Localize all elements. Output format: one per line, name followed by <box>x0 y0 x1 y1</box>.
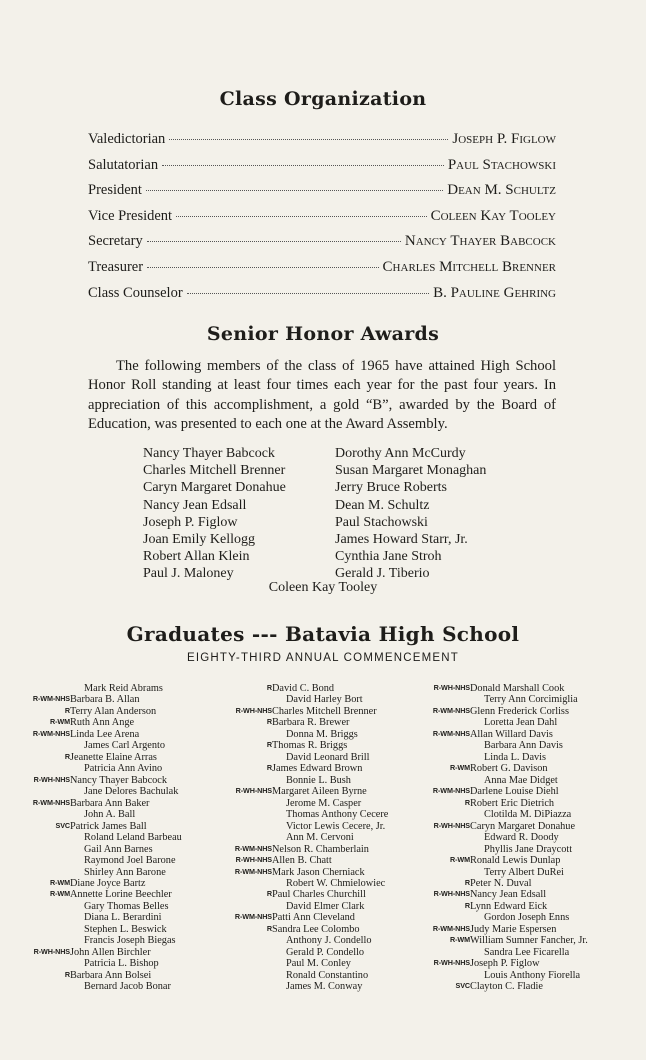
honor-designation: R-WH-NHS <box>235 855 272 865</box>
graduate-entry <box>32 728 182 740</box>
graduate-name: Peter N. Duval <box>470 877 532 889</box>
graduate-name: Donna M. Briggs <box>286 728 358 740</box>
graduate-entry <box>470 775 588 786</box>
graduates-column-3 <box>432 683 588 993</box>
graduate-name: Patricia Ann Avino <box>84 763 163 775</box>
graduate-entry <box>235 705 388 717</box>
graduate-name: Patrick James Ball <box>70 820 147 832</box>
graduate-name: John Allen Birchler <box>70 946 151 958</box>
officer-title: Class Counselor <box>88 284 183 301</box>
graduate-entry <box>464 877 588 889</box>
graduate-name: Edward R. Doody <box>484 832 559 844</box>
graduate-name: James Carl Argento <box>84 740 166 752</box>
graduate-entry <box>470 832 588 843</box>
graduate-entry <box>70 924 182 935</box>
officer-row <box>88 131 556 157</box>
graduate-name: Barbara Ann Baker <box>70 797 150 809</box>
honor-designation: R-WM <box>50 877 70 887</box>
dot-leader <box>176 216 426 217</box>
dot-leader <box>147 241 401 242</box>
honor-designation: SVC <box>455 981 470 991</box>
graduate-name: Ann M. Cervoni <box>286 832 354 844</box>
graduate-entry <box>455 981 588 993</box>
graduate-entry <box>234 866 388 878</box>
graduate-name: Barbara Ann Bolsei <box>70 969 152 981</box>
graduate-name: Lynn Edward Eick <box>470 900 548 912</box>
honor-name: Dean M. Schultz <box>335 497 430 513</box>
honor-designation: R-WM-NHS <box>32 728 70 738</box>
graduate-entry <box>70 786 182 797</box>
graduate-name: Robert W. Chmielowiec <box>286 877 386 889</box>
honor-designation: R <box>464 797 470 807</box>
graduate-name: Clotilda M. DiPiazza <box>484 809 572 821</box>
graduate-name: Darlene Louise Diehl <box>470 786 559 798</box>
honor-name: Cynthia Jane Stroh <box>335 549 442 565</box>
honor-name: Charles Mitchell Brenner <box>143 463 286 479</box>
graduates-heading: Graduates --- Batavia High School <box>126 622 520 646</box>
graduate-name: David Leonard Brill <box>286 751 370 763</box>
honor-designation: R-WM <box>450 763 470 773</box>
graduate-name: Diana L. Berardini <box>84 912 162 924</box>
graduate-name: Sandra Lee Colombo <box>272 923 360 935</box>
graduate-entry <box>272 821 388 832</box>
graduate-name: Gerald P. Condello <box>286 946 365 958</box>
graduate-name: Raymond Joel Barone <box>84 855 176 867</box>
graduate-entry <box>432 923 588 935</box>
graduate-name: Glenn Frederick Corliss <box>470 705 569 717</box>
officer-title: Vice President <box>88 207 173 224</box>
honor-designation: R <box>266 763 272 773</box>
graduate-entry <box>70 867 182 878</box>
honor-designation: R-WM-NHS <box>432 923 470 933</box>
graduates-column-2 <box>234 683 389 993</box>
honor-designation: R-WM-NHS <box>432 705 470 715</box>
graduate-name: David C. Bond <box>272 683 335 694</box>
graduate-name: Jeanette Elaine Arras <box>70 751 157 763</box>
officer-title: Valedictorian <box>88 131 166 147</box>
officer-name: Joseph P. Figlow <box>452 131 556 147</box>
graduate-name: Louis Anthony Fiorella <box>484 969 581 981</box>
graduate-entry <box>266 740 388 752</box>
honor-name: Nancy Jean Edsall <box>143 497 247 513</box>
graduate-entry <box>33 946 182 958</box>
graduate-entry <box>272 694 388 705</box>
graduate-name: Annette Lorine Beechler <box>70 889 172 901</box>
class-organization-heading: Class Organization <box>219 88 427 110</box>
graduate-name: Gordon Joseph Enns <box>484 912 570 924</box>
graduate-entry <box>470 867 588 878</box>
graduate-name: Linda Lee Arena <box>70 728 140 740</box>
honor-designation: R <box>464 900 470 910</box>
honor-designation: R-WM-NHS <box>234 912 272 922</box>
honor-designation: R-WH-NHS <box>433 683 470 692</box>
graduate-name: Robert G. Davison <box>470 763 548 775</box>
honor-designation: R-WH-NHS <box>235 705 272 715</box>
graduate-entry <box>55 820 182 832</box>
honor-designation: R-WH-NHS <box>235 786 272 796</box>
graduate-entry <box>272 798 388 809</box>
graduate-entry <box>70 683 182 694</box>
graduates-column-1 <box>32 683 182 993</box>
graduate-entry <box>50 717 182 729</box>
graduate-entry <box>272 729 388 740</box>
graduate-entry <box>70 740 182 751</box>
graduate-name: Ronald Constantino <box>286 969 369 981</box>
graduate-name: Sandra Lee Ficarella <box>484 946 570 958</box>
graduate-entry <box>70 981 182 992</box>
graduate-name: Bernard Jacob Bonar <box>84 981 171 993</box>
graduate-entry <box>70 958 182 969</box>
graduate-entry <box>450 855 588 867</box>
graduate-entry <box>266 889 388 901</box>
graduate-entry <box>33 774 182 786</box>
officer-row <box>88 208 556 234</box>
honor-designation: R <box>64 705 70 715</box>
officer-name: Coleen Kay Tooley <box>430 207 556 224</box>
graduate-entry <box>433 683 588 694</box>
honor-paragraph: The following members of the class of 1965 have attained High School Honor Roll standing at least four times each year for the past four years. In appreciation of this accomplishment, a gold “B”, awarded by the Board of Education, was presented to each one at the Award Assembly. <box>88 358 556 433</box>
honor-designation: R <box>64 969 70 979</box>
officer-list <box>88 131 556 310</box>
graduate-entry <box>266 717 388 729</box>
graduate-name: Patti Ann Cleveland <box>272 912 355 924</box>
graduate-entry <box>450 935 588 947</box>
graduate-name: Thomas Anthony Cecere <box>286 809 389 821</box>
honor-designation: R-WM <box>50 889 70 899</box>
officer-name: Nancy Thayer Babcock <box>404 233 556 250</box>
honor-name: James Howard Starr, Jr. <box>335 532 468 548</box>
graduate-name: Patricia L. Bishop <box>84 958 159 970</box>
graduate-name: Anthony J. Condello <box>286 935 372 947</box>
graduate-name: Judy Marie Espersen <box>470 923 557 935</box>
graduate-name: Allan Willard Davis <box>470 728 553 740</box>
honor-designation: R-WM-NHS <box>432 786 470 796</box>
graduate-entry <box>32 797 182 809</box>
graduate-name: Barbara B. Allan <box>70 694 140 706</box>
graduate-name: Stephen L. Beswick <box>84 923 167 935</box>
graduate-name: Clayton C. Fladie <box>470 981 543 993</box>
graduate-name: Margaret Aileen Byrne <box>272 786 367 798</box>
graduate-name: Donald Marshall Cook <box>470 683 565 694</box>
graduate-name: Allen B. Chatt <box>272 855 332 867</box>
honor-designation: SVC <box>55 820 70 830</box>
graduate-name: Robert Eric Dietrich <box>470 797 555 809</box>
honor-designation: R <box>464 877 470 887</box>
graduate-name: Phyllis Jane Draycott <box>484 843 573 855</box>
graduate-entry <box>70 901 182 912</box>
honor-designation: R <box>266 740 272 750</box>
graduate-name: Bonnie L. Bush <box>286 774 351 786</box>
officer-name: Paul Stachowski <box>447 156 556 173</box>
officer-row <box>88 285 556 311</box>
graduate-entry <box>64 705 182 717</box>
graduate-entry <box>235 786 388 798</box>
graduate-entry <box>432 728 588 740</box>
graduate-entry <box>470 717 588 728</box>
graduate-entry <box>70 844 182 855</box>
honor-designation: R <box>266 717 272 727</box>
graduate-entry <box>432 786 588 798</box>
graduate-entry <box>272 958 388 969</box>
graduate-entry <box>470 947 588 958</box>
honor-designation: R <box>266 923 272 933</box>
graduate-name: Diane Joyce Bartz <box>70 877 146 889</box>
honor-designation: R-WM <box>50 717 70 727</box>
officer-title: Salutatorian <box>88 156 159 173</box>
graduate-entry <box>272 752 388 763</box>
graduate-entry <box>433 958 588 970</box>
graduate-entry <box>272 901 388 912</box>
graduate-entry <box>470 970 588 981</box>
graduate-entry <box>70 832 182 843</box>
graduate-entry <box>272 947 388 958</box>
graduate-entry <box>470 752 588 763</box>
honor-designation: R-WM-NHS <box>32 797 70 807</box>
graduate-entry <box>433 820 588 832</box>
graduate-entry <box>70 763 182 774</box>
honor-designation: R-WH-NHS <box>433 820 470 830</box>
graduate-entry <box>272 981 388 992</box>
graduate-entry <box>272 935 388 946</box>
graduate-entry <box>50 889 182 901</box>
graduate-name: Shirley Ann Barone <box>84 866 166 878</box>
honor-name: Caryn Margaret Donahue <box>143 480 286 496</box>
graduate-name: Mark Reid Abrams <box>84 683 163 694</box>
graduate-entry <box>266 683 388 694</box>
graduate-name: Barbara R. Brewer <box>272 717 350 729</box>
graduate-entry <box>470 740 588 751</box>
graduate-entry <box>234 912 388 924</box>
graduate-entry <box>432 705 588 717</box>
honor-designation: R-WM-NHS <box>234 843 272 853</box>
graduate-name: Terry Alan Anderson <box>70 705 157 717</box>
graduate-name: Ruth Ann Ange <box>70 717 135 729</box>
graduate-name: Thomas R. Briggs <box>272 740 348 752</box>
graduate-entry <box>70 912 182 923</box>
dot-leader <box>147 267 379 268</box>
graduate-name: Ronald Lewis Dunlap <box>470 855 561 867</box>
honor-name: Susan Margaret Monaghan <box>335 463 487 479</box>
officer-row <box>88 182 556 208</box>
graduate-name: David Harley Bort <box>286 694 363 706</box>
dot-leader <box>187 293 429 294</box>
graduate-name: Charles Mitchell Brenner <box>272 705 377 717</box>
graduate-name: Roland Leland Barbeau <box>84 832 182 844</box>
honor-designation: R-WM <box>450 855 470 865</box>
honor-designation: R <box>64 751 70 761</box>
graduate-name: Nancy Thayer Babcock <box>70 774 168 786</box>
graduate-name: Linda L. Davis <box>484 751 547 763</box>
graduate-name: William Sumner Fancher, Jr. <box>470 935 588 947</box>
graduate-entry <box>272 775 388 786</box>
graduate-entry <box>272 809 388 820</box>
graduate-entry <box>272 970 388 981</box>
graduate-name: Mark Jason Cherniack <box>272 866 365 878</box>
commencement-subheading: EIGHTY-THIRD ANNUAL COMMENCEMENT <box>186 652 460 664</box>
honor-left-column <box>143 445 286 583</box>
graduate-entry <box>64 969 182 981</box>
graduate-name: Gary Thomas Belles <box>84 900 169 912</box>
honor-name: Paul J. Maloney <box>143 566 234 582</box>
honor-name: Joan Emily Kellogg <box>143 532 255 548</box>
officer-title: Secretary <box>88 233 143 250</box>
graduate-name: David Elmer Clark <box>286 900 365 912</box>
honor-designation: R-WM-NHS <box>234 866 272 876</box>
graduate-name: Gail Ann Barnes <box>84 843 153 855</box>
graduate-entry <box>272 832 388 843</box>
graduate-name: Terry Albert DuRei <box>484 866 564 878</box>
graduate-name: Anna Mae Didget <box>484 774 558 786</box>
officer-name: Dean M. Schultz <box>447 182 556 199</box>
graduate-entry <box>70 809 182 820</box>
graduate-name: Caryn Margaret Donahue <box>470 820 576 832</box>
honor-designation: R <box>266 889 272 899</box>
graduate-name: Francis Joseph Biegas <box>84 935 176 947</box>
officer-name: Charles Mitchell Brenner <box>382 258 556 275</box>
honor-name: Jerry Bruce Roberts <box>335 480 447 496</box>
graduate-name: Jerome M. Casper <box>286 797 362 809</box>
senior-honor-awards-heading: Senior Honor Awards <box>206 323 440 345</box>
graduate-name: Nelson R. Chamberlain <box>272 843 369 855</box>
graduate-entry <box>70 855 182 866</box>
honor-name: Joseph P. Figlow <box>143 514 238 530</box>
honor-name: Robert Allan Klein <box>143 549 250 565</box>
officer-name: B. Pauline Gehring <box>433 284 556 301</box>
officer-title: President <box>88 182 142 199</box>
graduate-entry <box>32 694 182 706</box>
graduate-entry <box>266 923 388 935</box>
graduate-name: Jane Delores Bachulak <box>84 786 179 798</box>
graduate-entry <box>470 694 588 705</box>
graduate-entry <box>470 844 588 855</box>
honor-designation: R-WM-NHS <box>432 728 470 738</box>
honor-designation: R-WM <box>450 935 470 945</box>
graduate-entry <box>234 843 388 855</box>
graduate-entry <box>464 797 588 809</box>
graduate-entry <box>235 855 388 867</box>
graduate-entry <box>470 809 588 820</box>
graduate-entry <box>464 900 588 912</box>
honor-name: Dorothy Ann McCurdy <box>335 446 466 461</box>
honor-right-column <box>335 445 486 583</box>
honor-designation: R <box>266 683 272 692</box>
graduate-name: Paul M. Conley <box>286 958 351 970</box>
dot-leader <box>146 190 443 191</box>
officer-row <box>88 233 556 259</box>
graduate-name: Nancy Jean Edsall <box>470 889 547 901</box>
graduate-name: Joseph P. Figlow <box>470 958 540 970</box>
graduate-name: Terry Ann Corcimiglia <box>484 694 578 706</box>
graduate-name: John A. Ball <box>84 809 136 821</box>
honor-name: Nancy Thayer Babcock <box>143 446 275 461</box>
graduate-entry <box>64 751 182 763</box>
honor-designation: R-WH-NHS <box>433 958 470 968</box>
graduate-name: Victor Lewis Cecere, Jr. <box>286 820 386 832</box>
officer-row <box>88 259 556 285</box>
dot-leader <box>162 165 444 166</box>
honor-designation: R-WH-NHS <box>33 774 70 784</box>
honor-designation: R-WH-NHS <box>433 889 470 899</box>
honor-designation: R-WH-NHS <box>33 946 70 956</box>
officer-title: Treasurer <box>88 258 144 275</box>
graduate-name: Loretta Jean Dahl <box>484 717 558 729</box>
graduate-name: Barbara Ann Davis <box>484 740 563 752</box>
officer-row <box>88 157 556 183</box>
graduate-entry <box>450 763 588 775</box>
honor-name: Paul Stachowski <box>335 514 428 530</box>
graduate-name: James M. Conway <box>286 981 363 993</box>
graduate-entry <box>266 763 388 775</box>
graduate-name: Paul Charles Churchill <box>272 889 366 901</box>
graduate-entry <box>50 877 182 889</box>
graduate-entry <box>433 889 588 901</box>
honor-centered-name: Coleen Kay Tooley <box>268 580 378 595</box>
graduate-entry <box>70 935 182 946</box>
graduate-entry <box>272 878 388 889</box>
dot-leader <box>169 139 448 140</box>
graduate-name: James Edward Brown <box>272 763 363 775</box>
honor-designation: R-WM-NHS <box>32 694 70 704</box>
honor-name: Gerald J. Tiberio <box>335 566 430 582</box>
graduate-entry <box>470 912 588 923</box>
